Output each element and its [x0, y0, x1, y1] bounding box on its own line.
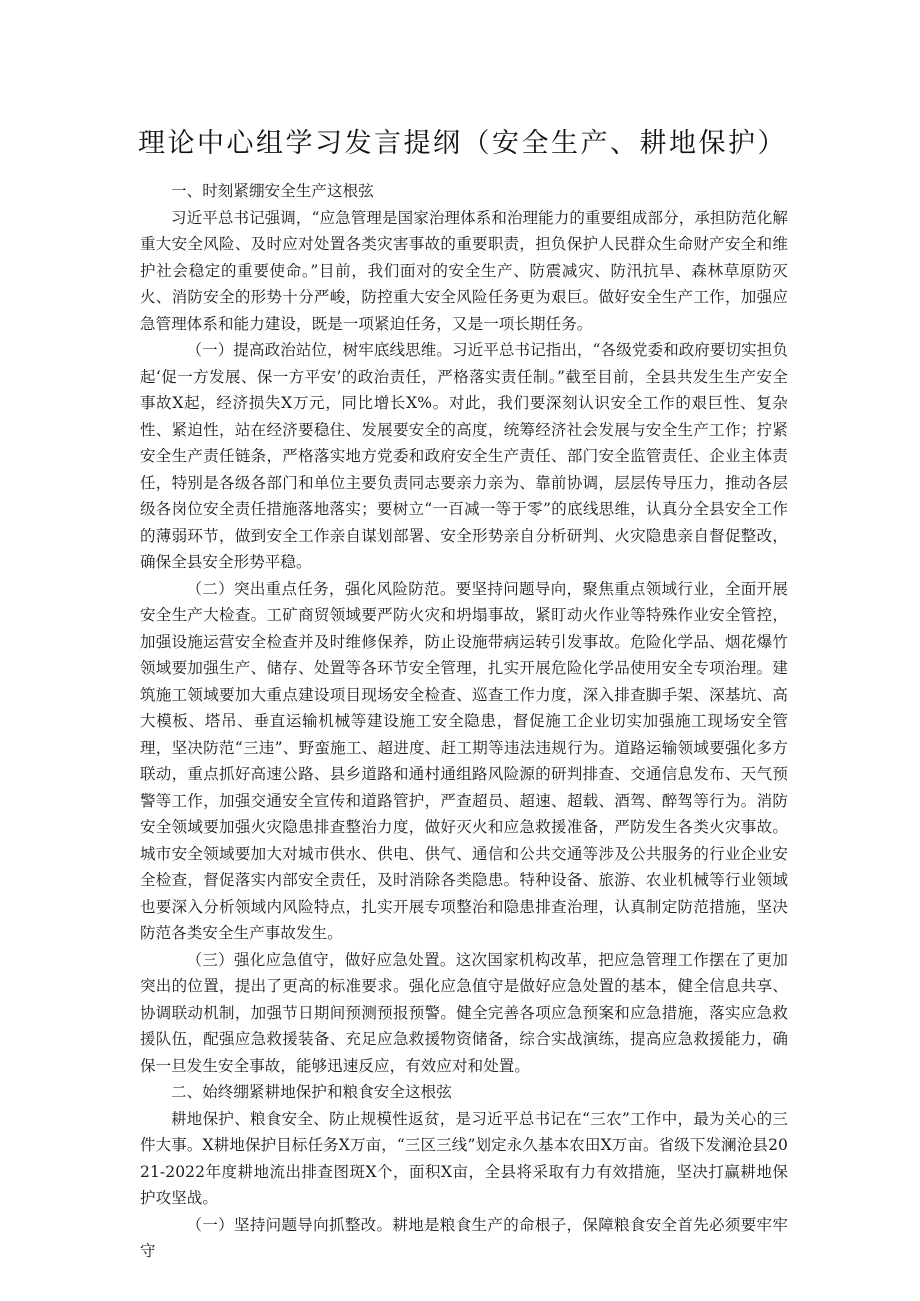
subsection-2-1: （一）坚持问题导向抓整改。耕地是粮食生产的命根子，保障粮食安全首先必须要牢牢守 — [140, 1215, 788, 1260]
paragraph-1: 习近平总书记强调，“应急管理是国家治理体系和治理能力的重要组成部分，承担防范化解重大安全风险、及时应对处置各类灾害事故的重要职责，担负保护人民群众生命财产安全和维护社会稳定的重要使命。”目前，我们面对的安全生产、防震减灾、防汛抗旱、森林草原防灭火、消防安全的形势十分严峻，防控重大安全风险任务更为艰巨。做好安全生产工作，加强应急管理体系和能力建设，既是一项紧迫任务，又是一项长期任务。 — [140, 208, 788, 333]
document-body — [140, 178, 788, 1265]
subsection-1-3: （三）强化应急值守，做好应急处置。这次国家机构改革，把应急管理工作摆在了更加突出的位置，提出了更高的标准要求。强化应急值守是做好应急处置的基本，健全信息共享、协调联动机制，加强节日期间预测预报预警。健全完善各项应急预案和应急措施，落实应急救援队伍，配强应急救援装备、充足应急救援物资储备，综合实战演练，提高应急救援能力，确保一旦发生安全事故，能够迅速反应，有效应对和处置。 — [140, 950, 788, 1075]
section-heading-2: 二、始终绷紧耕地保护和粮食安全这根弦 — [171, 1083, 452, 1101]
paragraph-2: 耕地保护、粮食安全、防止规模性返贫，是习近平总书记在“三农”工作中，最为关心的三件大事。X耕地保护目标任务X万亩，“三区三线”划定永久基本农田X万亩。省级下发澜沧县2021-2022年度耕地流出排查图斑X个，面积X亩，全县将采取有力有效措施，坚决打赢耕地保护攻坚战。 — [140, 1109, 788, 1207]
subsection-1-1: （一）提高政治站位，树牢底线思维。习近平总书记指出，“各级党委和政府要切实担负起‘促一方发展、保一方平安’的政治责任，严格落实责任制。”截至目前，全县共发生生产安全事故X起，经济损失X万元，同比增长X%。对此，我们要深刻认识安全工作的艰巨性、复杂性、紧迫性，站在经济要稳住、发展要安全的高度，统筹经济社会发展与安全生产工作；拧紧安全生产责任链条，严格落实地方党委和政府安全生产责任、部门安全监管责任、企业主体责任，特别是各级各部门和单位主要负责同志要亲力亲为、靠前协调，层层传导压力，推动各层级各岗位安全责任措施落地落实；要树立“一百减一等于零”的底线思维，认真分全县安全工作的薄弱环节，做到安全工作亲自谋划部署、安全形势亲自分析研判、火灾隐患亲自督促整改，确保全县安全形势平稳。 — [140, 341, 788, 571]
subsection-1-2: （二）突出重点任务，强化风险防范。要坚持问题导向，聚焦重点领域行业，全面开展安全生产大检查。工矿商贸领域要严防火灾和坍塌事故，紧盯动火作业等特殊作业安全管控，加强设施运营安全检查并及时维修保养，防止设施带病运转引发事故。危险化学品、烟花爆竹领域要加强生产、储存、处置等各环节安全管理，扎实开展危险化学品使用安全专项治理。建筑施工领域要加大重点建设项目现场安全检查、巡查工作力度，深入排查脚手架、深基坑、高大模板、塔吊、垂直运输机械等建设施工安全隐患，督促施工企业切实加强施工现场安全管理，坚决防范“三违”、野蛮施工、超进度、赶工期等违法违规行为。道路运输领域要强化多方联动，重点抓好高速公路、县乡道路和通村通组路风险源的研判排查、交通信息发布、天气预警等工作，加强交通安全宣传和道路管护，严查超员、超速、超载、酒驾、醉驾等行为。消防安全领域要加强火灾隐患排查整治力度，做好灭火和应急救援准备，严防发生各类火灾事故。城市安全领域要加大对城市供水、供电、供气、通信和公共交通等涉及公共服务的行业企业安全检查，督促落实内部安全责任，及时消除各类隐患。特种设备、旅游、农业机械等行业领域也要深入分析领域内风险特点，扎实开展专项整治和隐患排查治理，认真制定防范措施，坚决防范各类安全生产事故发生。 — [140, 579, 788, 942]
section-heading-1: 一、时刻紧绷安全生产这根弦 — [171, 182, 374, 200]
document-title: 理论中心组学习发言提纲（安全生产、耕地保护） — [138, 128, 787, 159]
